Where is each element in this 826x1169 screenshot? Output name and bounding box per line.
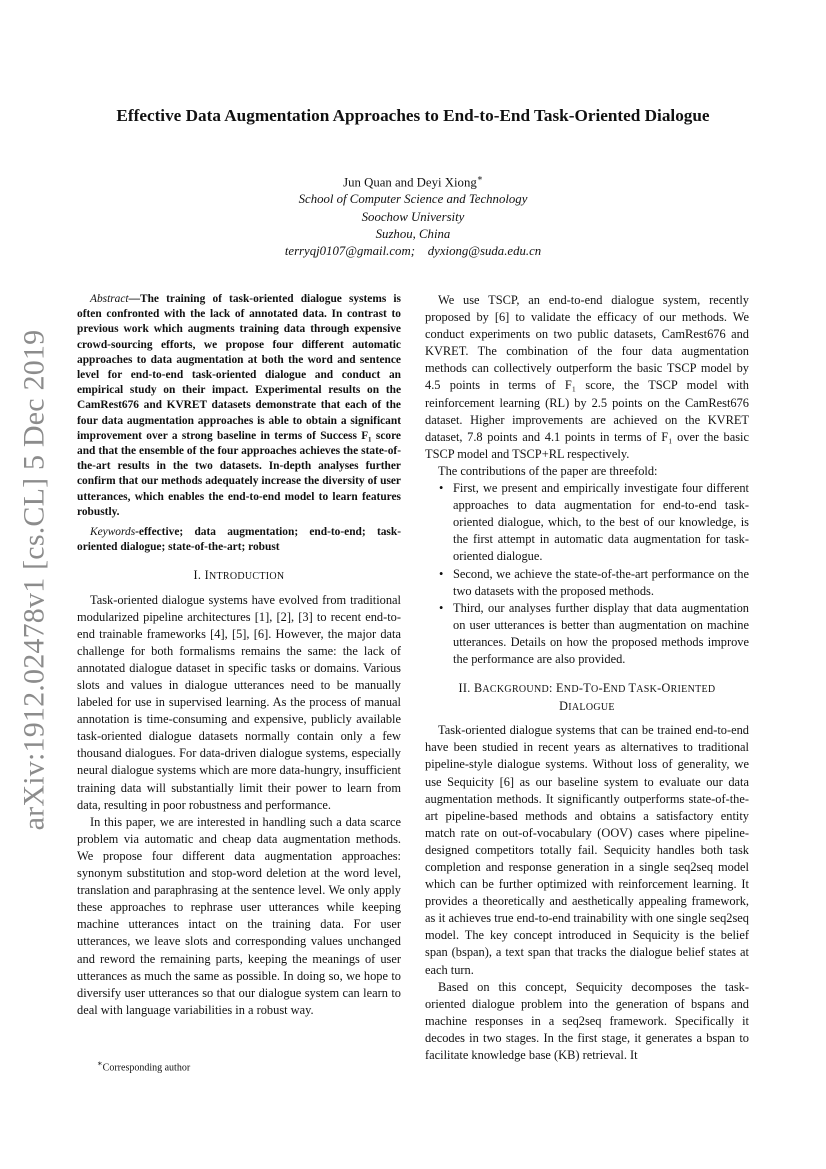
background-paragraph-2: Based on this concept, Sequicity decomposes the task-oriented dialogue problem into the generation of bspans and machine responses in a seq2seq framework. Specifically it decodes in two stages. In the first stage, it generates a bspan to facilitate knowledge base (KB) retrieval. It: [425, 979, 749, 1063]
list-item: • Third, our analyses further display that data augmentation on user utterances is better than augmentation on machine utterances. Details on how the proposed methods improve the performance are also provided.: [453, 600, 749, 668]
list-item: • First, we present and empirically investigate four different approaches to data augmentation for end-to-end task-oriented dialogue, which, to the best of our knowledge, is the first attempt in automatic data augmentation for task-oriented dialogue.: [453, 480, 749, 565]
footnote-text: Corresponding author: [102, 1062, 191, 1074]
keywords-text: -effective; data augmentation; end-to-end; task-oriented dialogue; state-of-the-art; robust: [77, 526, 401, 554]
arxiv-identifier-stamp: [4, 329, 64, 831]
abstract-text: —The training of task-oriented dialogue systems is often confronted with the lack of annotated data. In contrast to previous work which augments training data through expensive crowd-sourcing efforts, we propose four different automatic approaches to data augmentation at both the word and sentence level for end-to-end task-oriented dialogue and conduct an empirical study on their impact. Experimental results on the CamRest676 and KVRET datasets demonstrate that each of the four data augmentation approaches is able to obtain a significant improvement over a strong baseline in terms of Success F₁ score and that the ensemble of the four approaches achieves the state-of-the-art results in the two datasets. In-depth analyses further confirm that our methods adequately increase the diversity of user utterances, which enables the end-to-end model to learn features robustly.: [77, 293, 401, 518]
keywords: [77, 525, 401, 555]
author-names: [150, 170, 676, 191]
corresponding-star: ∗: [476, 173, 483, 183]
list-item: • Second, we achieve the state-of-the-art performance on the two datasets with the proposed methods.: [453, 566, 749, 600]
abstract: [77, 292, 401, 520]
arxiv-identifier-text: arXiv:1912.02478v1 [cs.CL] 5 Dec 2019: [17, 329, 50, 831]
keywords-lead: Keywords: [90, 526, 136, 539]
paper-title: Effective Data Augmentation Approaches to End-to-End Task-Oriented Dialogue: [116, 106, 710, 125]
abstract-lead: Abstract: [90, 293, 129, 305]
intro-paragraph-2: In this paper, we are interested in handling such a data scarce problem via automatic and cheap data augmentation methods. We propose four different data augmentation approaches: synonym substitution and stop-word deletion at the word level, translation and paraphrasing at the sentence level. We only apply these approaches to rephrase user utterances while keeping machine utterances intact on the training data. For user utterances, we leave slots and corresponding values unchanged and reword the remaining parts, keeping the meanings of user utterances as much the same as possible. In doing so, we hope to diversify user utterances so that our dialogue system can learn to deal with language variabilities in a robust way.: [77, 814, 401, 1017]
left-column: [77, 292, 401, 1019]
background-paragraph-1: Task-oriented dialogue systems that can be trained end-to-end have been studied in recent years as alternatives to traditional pipeline-style dialogue systems. Without loss of generality, we use Sequicity [6] as our baseline system to evaluate our data augmentation methods. It significantly outperforms state-of-the-art pipeline-based methods and obtains a satisfactory entity match rate on out-of-vocabulary (OOV) cases where pipeline-designed competitors totally fail. Sequicity handles both task completion and response generation in a single seq2seq model which can be further optimized with reinforcement learning. It provides a theoretically and aesthetically appealing framework, as it achieves true end-to-end trainability with one single seq2seq model. The key concept introduced in Sequicity is the belief span (bspan), a text span that tracks the dialogue belief states at each turn.: [425, 723, 749, 977]
intro-paragraph-1: Task-oriented dialogue systems have evolved from traditional modularized pipeline architectures [1], [2], [3] to recent end-to-end trainable frameworks [4], [5], [6]. However, the major data challenge for both formalisms remains the same: the lack of annotated dialogue dataset in specific tasks or domains. Various slots and values in dialogue utterances need to be manually labeled for use in supervised learning. As the process of manual annotation is time-consuming and expensive, publicly available task-oriented dialogue datasets normally contain only a few thousand dialogues. For data-driven dialogue systems, especially neural dialogue systems which are more data-hungry, insufficient training data will substantially limit their power to learn from data, resulting in poor robustness and performance.: [77, 592, 401, 812]
footnote-star: ∗: [97, 1059, 103, 1068]
author-school: School of Computer Science and Technology: [298, 192, 528, 207]
author-university: Soochow University: [361, 209, 465, 224]
contributions-lead: The contributions of the paper are threefold:: [438, 463, 658, 478]
section-heading-background: II. BACKGROUND: END-TO-END TASK-ORIENTED DIALOGUE: [458, 681, 716, 714]
contributions-list: [425, 480, 749, 668]
right-column: [425, 292, 749, 1064]
author-names-text: Jun Quan and Deyi Xiong: [343, 175, 477, 190]
author-block: [150, 170, 676, 260]
section-heading-introduction: I. INTRODUCTION: [193, 568, 285, 583]
author-city: Suzhou, China: [375, 226, 451, 241]
footnote: [97, 1058, 190, 1073]
intro-paragraph-3: We use TSCP, an end-to-end dialogue system, recently proposed by [6] to validate the efficacy of our methods. We conduct experiments on two public datasets, CamRest676 and KVRET. The combination of the four data augmentation methods can collectively outperform the basic TSCP model by 4.5 points in terms of F₁ score, the TSCP model with reinforcement learning (RL) by 2.5 points on the CamRest676 dataset. Higher improvements are achieved on the KVRET dataset, 7.8 points and 4.1 points in terms of F₁ over the basic TSCP model and TSCP+RL respectively.: [425, 293, 749, 461]
author-emails: terryqj0107@gmail.com; dyxiong@suda.edu.cn: [284, 244, 542, 259]
